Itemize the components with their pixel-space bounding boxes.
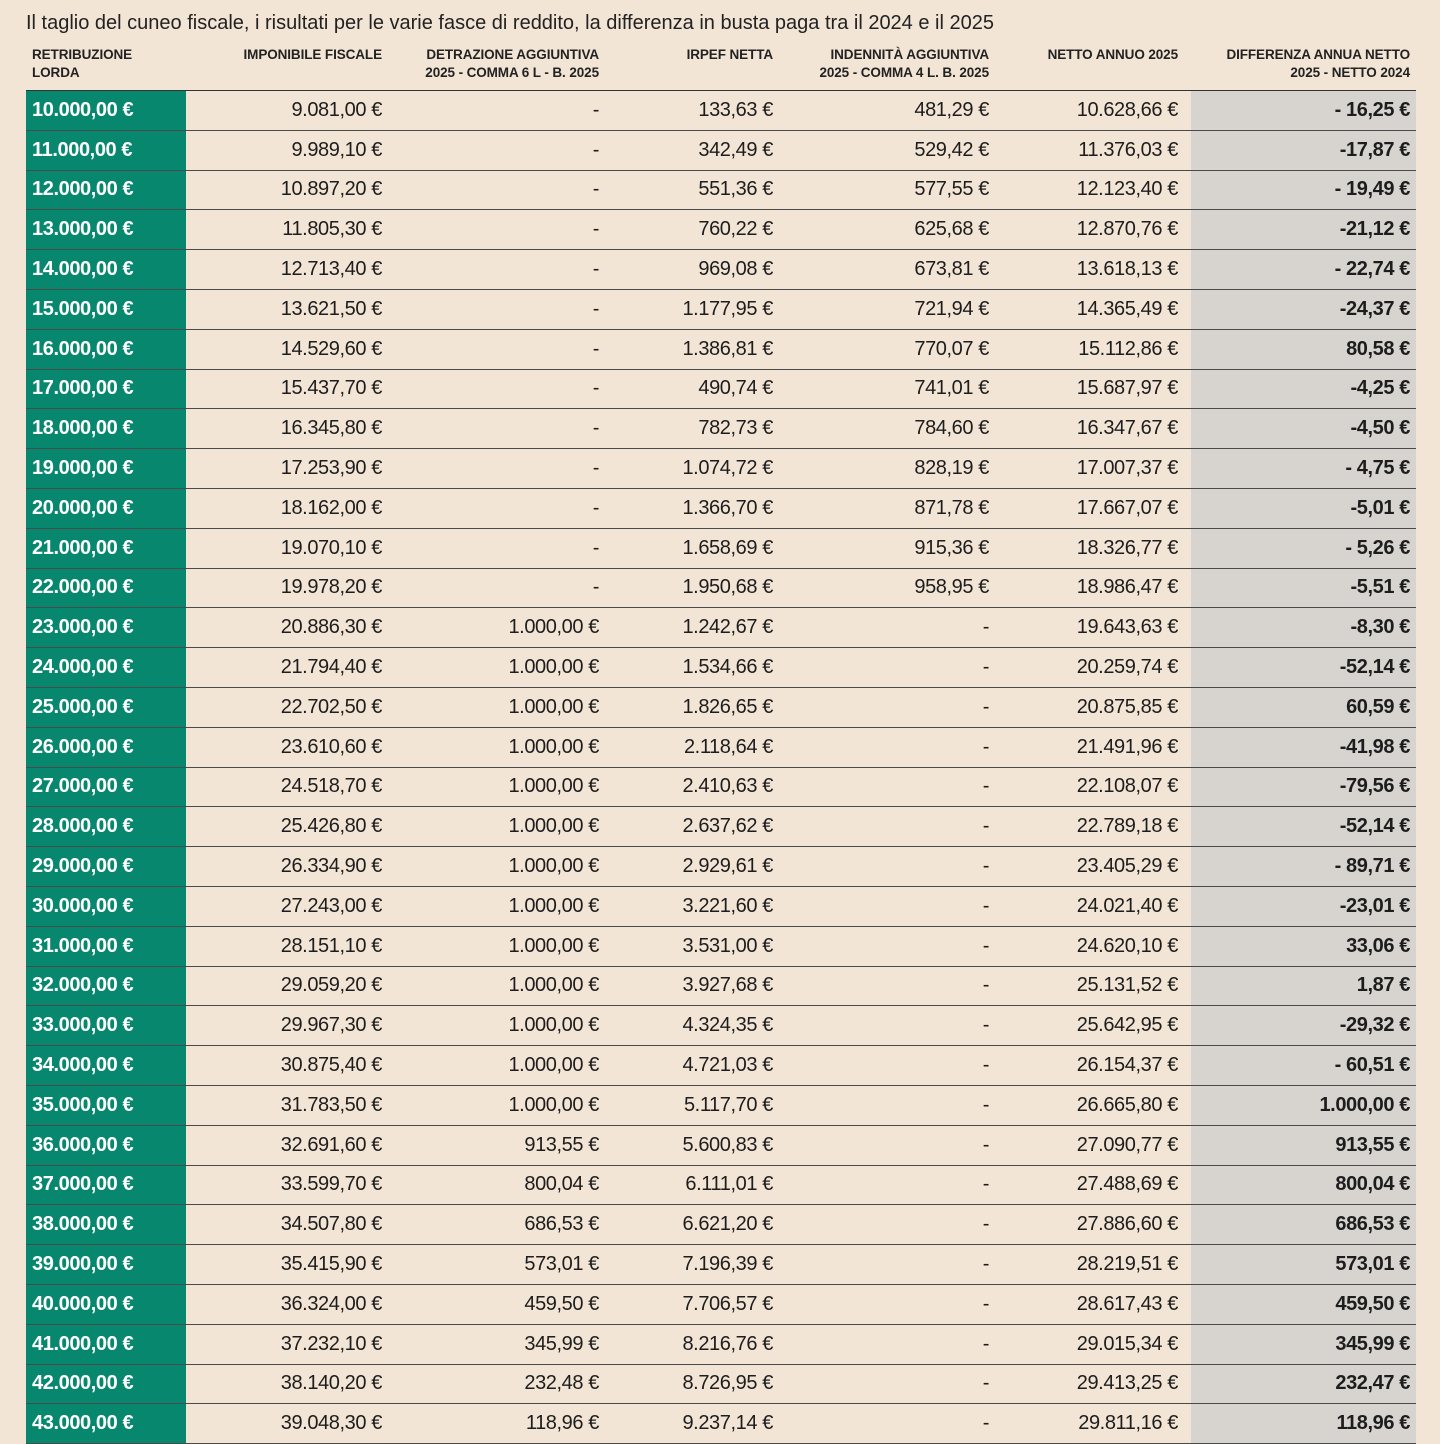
cell-irpef-netta: 6.111,01 € (685, 1173, 773, 1196)
cell-differenza-annua: -4,25 € (1191, 370, 1416, 409)
cell-detrazione-aggiuntiva: 800,04 € (524, 1173, 599, 1196)
cell-indennita-aggiuntiva: - (982, 1213, 989, 1236)
cell-detrazione-aggiuntiva: 345,99 € (524, 1332, 599, 1355)
cell-retribuzione-lorda: 37.000,00 € (26, 1166, 186, 1205)
cell-irpef-netta: 3.531,00 € (682, 934, 773, 957)
cell-detrazione-aggiuntiva: - (592, 98, 599, 121)
cell-differenza-annua: - 89,71 € (1191, 847, 1416, 886)
cell-netto-annuo-2025: 17.007,37 € (1076, 457, 1178, 480)
cell-retribuzione-lorda: 10.000,00 € (26, 91, 186, 130)
cell-retribuzione-lorda: 14.000,00 € (26, 250, 186, 289)
table-row (26, 967, 1416, 1007)
header-indennita-aggiuntiva: INDENNITÀ AGGIUNTIVA 2025 - COMMA 4 L. B. 2025 (819, 47, 989, 80)
header-imponibile-fiscale: IMPONIBILE FISCALE (243, 47, 382, 62)
cell-detrazione-aggiuntiva: - (592, 417, 599, 440)
cell-differenza-annua: 345,99 € (1191, 1325, 1416, 1364)
table-row (26, 250, 1416, 290)
table-row (26, 648, 1416, 688)
cell-imponibile-fiscale: 21.794,40 € (280, 656, 382, 679)
cell-irpef-netta: 9.237,14 € (682, 1412, 773, 1435)
cell-detrazione-aggiuntiva: 1.000,00 € (508, 934, 599, 957)
cell-retribuzione-lorda: 42.000,00 € (26, 1365, 186, 1404)
cell-differenza-annua: -17,87 € (1191, 131, 1416, 170)
cell-irpef-netta: 342,49 € (698, 138, 773, 161)
cell-detrazione-aggiuntiva: - (592, 337, 599, 360)
cell-differenza-annua: 118,96 € (1191, 1404, 1416, 1443)
cell-netto-annuo-2025: 10.628,66 € (1076, 98, 1178, 121)
cell-detrazione-aggiuntiva: - (592, 457, 599, 480)
table-row (26, 1285, 1416, 1325)
cell-retribuzione-lorda: 25.000,00 € (26, 688, 186, 727)
cell-netto-annuo-2025: 14.365,49 € (1076, 297, 1178, 320)
cell-retribuzione-lorda: 41.000,00 € (26, 1325, 186, 1364)
cell-irpef-netta: 1.074,72 € (682, 457, 773, 480)
cell-irpef-netta: 3.927,68 € (682, 974, 773, 997)
cell-indennita-aggiuntiva: - (982, 1412, 989, 1435)
cell-indennita-aggiuntiva: - (982, 1133, 989, 1156)
table-row (26, 927, 1416, 967)
cell-irpef-netta: 1.242,67 € (682, 616, 773, 639)
cell-irpef-netta: 1.386,81 € (682, 337, 773, 360)
cell-imponibile-fiscale: 32.691,60 € (280, 1133, 382, 1156)
cell-detrazione-aggiuntiva: 1.000,00 € (508, 1014, 599, 1037)
cell-retribuzione-lorda: 30.000,00 € (26, 887, 186, 926)
cell-retribuzione-lorda: 36.000,00 € (26, 1126, 186, 1165)
cell-detrazione-aggiuntiva: 1.000,00 € (508, 616, 599, 639)
cell-differenza-annua: -52,14 € (1191, 807, 1416, 846)
cell-indennita-aggiuntiva: 958,95 € (914, 576, 989, 599)
cell-imponibile-fiscale: 9.989,10 € (291, 138, 382, 161)
cell-irpef-netta: 6.621,20 € (682, 1213, 773, 1236)
cell-differenza-annua: -21,12 € (1191, 210, 1416, 249)
cell-differenza-annua: 459,50 € (1191, 1285, 1416, 1324)
table-row (26, 290, 1416, 330)
cell-indennita-aggiuntiva: 741,01 € (914, 377, 989, 400)
cell-indennita-aggiuntiva: - (982, 934, 989, 957)
cell-retribuzione-lorda: 35.000,00 € (26, 1086, 186, 1125)
cell-netto-annuo-2025: 24.620,10 € (1076, 934, 1178, 957)
cell-retribuzione-lorda: 12.000,00 € (26, 171, 186, 210)
cell-detrazione-aggiuntiva: 118,96 € (525, 1412, 599, 1435)
cell-imponibile-fiscale: 29.059,20 € (280, 974, 382, 997)
cell-retribuzione-lorda: 16.000,00 € (26, 330, 186, 369)
cell-retribuzione-lorda: 17.000,00 € (26, 370, 186, 409)
cell-netto-annuo-2025: 22.789,18 € (1076, 815, 1178, 838)
cell-differenza-annua: -24,37 € (1191, 290, 1416, 329)
cell-imponibile-fiscale: 23.610,60 € (280, 735, 382, 758)
cell-indennita-aggiuntiva: - (982, 1014, 989, 1037)
cell-differenza-annua: 1.000,00 € (1191, 1086, 1416, 1125)
table-row (26, 688, 1416, 728)
cell-imponibile-fiscale: 20.886,30 € (280, 616, 382, 639)
cell-differenza-annua: 33,06 € (1191, 927, 1416, 966)
table-row (26, 807, 1416, 847)
cell-detrazione-aggiuntiva: 1.000,00 € (508, 815, 599, 838)
cell-imponibile-fiscale: 9.081,00 € (291, 98, 382, 121)
cell-netto-annuo-2025: 28.219,51 € (1076, 1253, 1178, 1275)
cell-irpef-netta: 4.721,03 € (682, 1054, 773, 1077)
cell-netto-annuo-2025: 12.870,76 € (1076, 218, 1178, 241)
table-row (26, 768, 1416, 808)
cell-detrazione-aggiuntiva: 1.000,00 € (508, 894, 599, 917)
cell-imponibile-fiscale: 31.783,50 € (280, 1093, 382, 1116)
cell-irpef-netta: 1.826,65 € (682, 695, 773, 718)
cell-imponibile-fiscale: 34.507,80 € (280, 1213, 382, 1236)
cell-netto-annuo-2025: 24.021,40 € (1076, 894, 1178, 917)
cell-retribuzione-lorda: 26.000,00 € (26, 728, 186, 767)
cell-netto-annuo-2025: 15.687,97 € (1076, 377, 1178, 400)
header-irpef-netta: IRPEF NETTA (686, 47, 773, 62)
cell-differenza-annua: - 5,26 € (1191, 529, 1416, 568)
table-row (26, 1166, 1416, 1206)
cell-netto-annuo-2025: 29.811,16 € (1078, 1412, 1178, 1435)
cell-indennita-aggiuntiva: - (982, 1292, 989, 1315)
cell-retribuzione-lorda: 31.000,00 € (26, 927, 186, 966)
table-row (26, 569, 1416, 609)
cell-indennita-aggiuntiva: - (982, 855, 989, 878)
cell-irpef-netta: 551,36 € (698, 178, 773, 201)
cell-differenza-annua: -5,51 € (1191, 569, 1416, 608)
cell-netto-annuo-2025: 26.154,37 € (1076, 1054, 1178, 1077)
cell-imponibile-fiscale: 22.702,50 € (280, 695, 382, 718)
cell-indennita-aggiuntiva: - (982, 815, 989, 838)
cell-retribuzione-lorda: 22.000,00 € (26, 569, 186, 608)
cell-irpef-netta: 1.177,95 € (682, 297, 773, 320)
table-row (26, 1006, 1416, 1046)
cell-detrazione-aggiuntiva: 686,53 € (524, 1213, 599, 1236)
cell-indennita-aggiuntiva: 721,94 € (914, 297, 989, 320)
header-differenza-annua: DIFFERENZA ANNUA NETTO 2025 - NETTO 2024 (1226, 47, 1410, 80)
cell-differenza-annua: -79,56 € (1191, 768, 1416, 807)
cell-indennita-aggiuntiva: - (982, 894, 989, 917)
cell-indennita-aggiuntiva: 481,29 € (914, 98, 989, 121)
cell-imponibile-fiscale: 13.621,50 € (280, 297, 382, 320)
cell-detrazione-aggiuntiva: 1.000,00 € (508, 974, 599, 997)
cell-imponibile-fiscale: 10.897,20 € (280, 178, 382, 201)
cell-netto-annuo-2025: 20.875,85 € (1076, 695, 1178, 718)
cell-irpef-netta: 7.196,39 € (682, 1253, 773, 1275)
cell-retribuzione-lorda: 38.000,00 € (26, 1205, 186, 1244)
cell-indennita-aggiuntiva: 770,07 € (914, 337, 989, 360)
cell-irpef-netta: 1.366,70 € (682, 496, 773, 519)
table-row (26, 608, 1416, 648)
cell-imponibile-fiscale: 14.529,60 € (280, 337, 382, 360)
cell-imponibile-fiscale: 30.875,40 € (280, 1054, 382, 1077)
cell-retribuzione-lorda: 13.000,00 € (26, 210, 186, 249)
cell-differenza-annua: 800,04 € (1191, 1166, 1416, 1205)
table-row (26, 1046, 1416, 1086)
cell-detrazione-aggiuntiva: 573,01 € (524, 1253, 599, 1275)
cell-netto-annuo-2025: 27.886,60 € (1076, 1213, 1178, 1236)
cell-imponibile-fiscale: 37.232,10 € (280, 1332, 382, 1355)
cell-retribuzione-lorda: 23.000,00 € (26, 608, 186, 647)
cell-differenza-annua: - 19,49 € (1191, 171, 1416, 210)
cell-differenza-annua: -29,32 € (1191, 1006, 1416, 1045)
cell-netto-annuo-2025: 19.643,63 € (1076, 616, 1178, 639)
cell-imponibile-fiscale: 33.599,70 € (280, 1173, 382, 1196)
header-retribuzione-lorda: RETRIBUZIONE LORDA (32, 47, 133, 80)
table-row (26, 409, 1416, 449)
cell-differenza-annua: 1,87 € (1191, 967, 1416, 1006)
cell-retribuzione-lorda: 20.000,00 € (26, 489, 186, 528)
cell-irpef-netta: 5.600,83 € (682, 1133, 773, 1156)
cell-detrazione-aggiuntiva: 1.000,00 € (508, 775, 599, 798)
cell-detrazione-aggiuntiva: 459,50 € (524, 1292, 599, 1315)
cell-irpef-netta: 2.637,62 € (682, 815, 773, 838)
cell-irpef-netta: 4.324,35 € (682, 1014, 773, 1037)
table-row (26, 131, 1416, 171)
cell-imponibile-fiscale: 24.518,70 € (280, 775, 382, 798)
cell-differenza-annua: -52,14 € (1191, 648, 1416, 687)
cell-netto-annuo-2025: 28.617,43 € (1076, 1292, 1178, 1315)
cell-imponibile-fiscale: 16.345,80 € (280, 417, 382, 440)
cell-indennita-aggiuntiva: - (982, 1093, 989, 1116)
cell-indennita-aggiuntiva: 625,68 € (914, 218, 989, 241)
table-row (26, 449, 1416, 489)
cell-retribuzione-lorda: 28.000,00 € (26, 807, 186, 846)
cell-netto-annuo-2025: 21.491,96 € (1076, 735, 1178, 758)
cell-irpef-netta: 1.658,69 € (682, 536, 773, 559)
cell-detrazione-aggiuntiva: 1.000,00 € (508, 1093, 599, 1116)
cell-irpef-netta: 5.117,70 € (683, 1093, 773, 1116)
cell-netto-annuo-2025: 18.326,77 € (1076, 536, 1178, 559)
cell-imponibile-fiscale: 27.243,00 € (280, 894, 382, 917)
cell-irpef-netta: 2.929,61 € (682, 855, 773, 878)
cell-detrazione-aggiuntiva: - (592, 377, 599, 400)
table-row (26, 887, 1416, 927)
cell-imponibile-fiscale: 17.253,90 € (280, 457, 382, 480)
cell-retribuzione-lorda: 32.000,00 € (26, 967, 186, 1006)
cell-differenza-annua: 60,59 € (1191, 688, 1416, 727)
cell-netto-annuo-2025: 29.015,34 € (1076, 1332, 1178, 1355)
cell-netto-annuo-2025: 29.413,25 € (1076, 1372, 1178, 1395)
cell-netto-annuo-2025: 15.112,86 € (1078, 337, 1178, 360)
cell-retribuzione-lorda: 18.000,00 € (26, 409, 186, 448)
cell-differenza-annua: - 4,75 € (1191, 449, 1416, 488)
table-row (26, 1126, 1416, 1166)
table-body (26, 90, 1416, 1444)
cell-indennita-aggiuntiva: 871,78 € (914, 496, 989, 519)
cell-retribuzione-lorda: 39.000,00 € (26, 1245, 186, 1284)
cell-imponibile-fiscale: 15.437,70 € (280, 377, 382, 400)
cell-imponibile-fiscale: 38.140,20 € (280, 1372, 382, 1395)
cell-indennita-aggiuntiva: 828,19 € (914, 457, 989, 480)
cell-detrazione-aggiuntiva: 1.000,00 € (508, 735, 599, 758)
cell-imponibile-fiscale: 28.151,10 € (280, 934, 382, 957)
cell-detrazione-aggiuntiva: - (592, 138, 599, 161)
cell-retribuzione-lorda: 21.000,00 € (26, 529, 186, 568)
cell-imponibile-fiscale: 26.334,90 € (280, 855, 382, 878)
cell-irpef-netta: 1.534,66 € (682, 656, 773, 679)
cell-imponibile-fiscale: 19.070,10 € (280, 536, 382, 559)
cell-detrazione-aggiuntiva: - (592, 496, 599, 519)
cell-indennita-aggiuntiva: - (982, 1372, 989, 1395)
cell-netto-annuo-2025: 18.986,47 € (1076, 576, 1178, 599)
cell-netto-annuo-2025: 13.618,13 € (1076, 258, 1178, 281)
cell-detrazione-aggiuntiva: 1.000,00 € (508, 855, 599, 878)
cell-differenza-annua: - 22,74 € (1191, 250, 1416, 289)
cell-indennita-aggiuntiva: - (982, 775, 989, 798)
cell-differenza-annua: - 60,51 € (1191, 1046, 1416, 1085)
cell-indennita-aggiuntiva: - (982, 1173, 989, 1196)
cell-irpef-netta: 133,63 € (698, 98, 773, 121)
cell-detrazione-aggiuntiva: - (592, 258, 599, 281)
cell-netto-annuo-2025: 25.642,95 € (1076, 1014, 1178, 1037)
cell-indennita-aggiuntiva: 915,36 € (914, 536, 989, 559)
table-row (26, 1245, 1416, 1285)
cell-differenza-annua: 686,53 € (1191, 1205, 1416, 1244)
cell-netto-annuo-2025: 12.123,40 € (1076, 178, 1178, 201)
cell-detrazione-aggiuntiva: - (592, 297, 599, 320)
cell-indennita-aggiuntiva: 577,55 € (914, 178, 989, 201)
cell-netto-annuo-2025: 20.259,74 € (1076, 656, 1178, 679)
cell-detrazione-aggiuntiva: - (592, 178, 599, 201)
table-row (26, 529, 1416, 569)
table-row (26, 370, 1416, 410)
cell-irpef-netta: 490,74 € (698, 377, 773, 400)
cell-indennita-aggiuntiva: - (982, 656, 989, 679)
cell-irpef-netta: 969,08 € (698, 258, 773, 281)
cell-detrazione-aggiuntiva: 1.000,00 € (508, 695, 599, 718)
table-row (26, 91, 1416, 131)
cell-detrazione-aggiuntiva: 232,48 € (524, 1372, 599, 1395)
table-row (26, 1205, 1416, 1245)
table-row (26, 1404, 1416, 1444)
cell-irpef-netta: 7.706,57 € (682, 1292, 773, 1315)
table-row (26, 171, 1416, 211)
cell-imponibile-fiscale: 11.805,30 € (282, 218, 382, 241)
cell-irpef-netta: 8.726,95 € (682, 1372, 773, 1395)
cell-retribuzione-lorda: 19.000,00 € (26, 449, 186, 488)
cell-indennita-aggiuntiva: - (982, 974, 989, 997)
cell-differenza-annua: 913,55 € (1191, 1126, 1416, 1165)
table-row (26, 330, 1416, 370)
cell-indennita-aggiuntiva: - (982, 1332, 989, 1355)
cell-differenza-annua: 232,47 € (1191, 1365, 1416, 1404)
cell-retribuzione-lorda: 34.000,00 € (26, 1046, 186, 1085)
cell-imponibile-fiscale: 18.162,00 € (280, 496, 382, 519)
cell-differenza-annua: -23,01 € (1191, 887, 1416, 926)
cell-detrazione-aggiuntiva: 913,55 € (524, 1133, 599, 1156)
cell-retribuzione-lorda: 33.000,00 € (26, 1006, 186, 1045)
table-row (26, 1086, 1416, 1126)
header-netto-annuo-2025: NETTO ANNUO 2025 (1047, 47, 1178, 62)
cell-netto-annuo-2025: 16.347,67 € (1076, 417, 1178, 440)
cell-indennita-aggiuntiva: 529,42 € (914, 138, 989, 161)
cell-irpef-netta: 3.221,60 € (682, 894, 773, 917)
header-detrazione-aggiuntiva: DETRAZIONE AGGIUNTIVA 2025 - COMMA 6 L - B. 2025 (425, 47, 599, 80)
cell-retribuzione-lorda: 43.000,00 € (26, 1404, 186, 1443)
cell-indennita-aggiuntiva: 673,81 € (914, 258, 989, 281)
cell-retribuzione-lorda: 29.000,00 € (26, 847, 186, 886)
cell-retribuzione-lorda: 11.000,00 € (26, 131, 186, 170)
table-row (26, 1325, 1416, 1365)
cell-differenza-annua: 573,01 € (1191, 1245, 1416, 1284)
cell-differenza-annua: -5,01 € (1191, 489, 1416, 528)
cell-irpef-netta: 1.950,68 € (682, 576, 773, 599)
cell-detrazione-aggiuntiva: 1.000,00 € (508, 656, 599, 679)
table-row (26, 1365, 1416, 1405)
cell-detrazione-aggiuntiva: 1.000,00 € (508, 1054, 599, 1077)
cell-netto-annuo-2025: 17.667,07 € (1076, 496, 1178, 519)
cell-differenza-annua: -8,30 € (1191, 608, 1416, 647)
cell-netto-annuo-2025: 27.090,77 € (1076, 1133, 1178, 1156)
cell-indennita-aggiuntiva: - (982, 1253, 989, 1275)
cell-retribuzione-lorda: 24.000,00 € (26, 648, 186, 687)
table-row (26, 847, 1416, 887)
cell-indennita-aggiuntiva: - (982, 735, 989, 758)
cell-differenza-annua: -4,50 € (1191, 409, 1416, 448)
cell-detrazione-aggiuntiva: - (592, 576, 599, 599)
cell-indennita-aggiuntiva: 784,60 € (914, 417, 989, 440)
cell-irpef-netta: 2.118,64 € (683, 735, 773, 758)
cell-imponibile-fiscale: 25.426,80 € (280, 815, 382, 838)
cell-netto-annuo-2025: 22.108,07 € (1076, 775, 1178, 798)
cell-irpef-netta: 760,22 € (698, 218, 773, 241)
cell-indennita-aggiuntiva: - (982, 616, 989, 639)
cell-retribuzione-lorda: 40.000,00 € (26, 1285, 186, 1324)
cell-netto-annuo-2025: 11.376,03 € (1078, 138, 1178, 161)
table-title: Il taglio del cuneo fiscale, i risultati per le varie fasce di reddito, la differenza in busta paga tra il 2024 e il 2025 (26, 12, 994, 34)
cell-irpef-netta: 2.410,63 € (682, 775, 773, 798)
cell-differenza-annua: 80,58 € (1191, 330, 1416, 369)
cell-detrazione-aggiuntiva: - (592, 218, 599, 241)
cell-irpef-netta: 8.216,76 € (682, 1332, 773, 1355)
cell-netto-annuo-2025: 23.405,29 € (1076, 855, 1178, 878)
cell-irpef-netta: 782,73 € (698, 417, 773, 440)
table-row (26, 489, 1416, 529)
cell-indennita-aggiuntiva: - (982, 695, 989, 718)
cell-netto-annuo-2025: 25.131,52 € (1076, 974, 1178, 997)
cell-imponibile-fiscale: 29.967,30 € (280, 1014, 382, 1037)
table-row (26, 728, 1416, 768)
cell-differenza-annua: -41,98 € (1191, 728, 1416, 767)
cell-differenza-annua: - 16,25 € (1191, 91, 1416, 130)
cell-imponibile-fiscale: 12.713,40 € (280, 258, 382, 281)
cell-indennita-aggiuntiva: - (982, 1054, 989, 1077)
cell-netto-annuo-2025: 26.665,80 € (1076, 1093, 1178, 1116)
cell-detrazione-aggiuntiva: - (592, 536, 599, 559)
cell-netto-annuo-2025: 27.488,69 € (1076, 1173, 1178, 1196)
cell-imponibile-fiscale: 35.415,90 € (280, 1253, 382, 1275)
cell-imponibile-fiscale: 36.324,00 € (280, 1292, 382, 1315)
cell-retribuzione-lorda: 15.000,00 € (26, 290, 186, 329)
cell-imponibile-fiscale: 19.978,20 € (280, 576, 382, 599)
table-row (26, 210, 1416, 250)
cell-retribuzione-lorda: 27.000,00 € (26, 768, 186, 807)
table-header (26, 46, 1416, 90)
cell-imponibile-fiscale: 39.048,30 € (280, 1412, 382, 1435)
